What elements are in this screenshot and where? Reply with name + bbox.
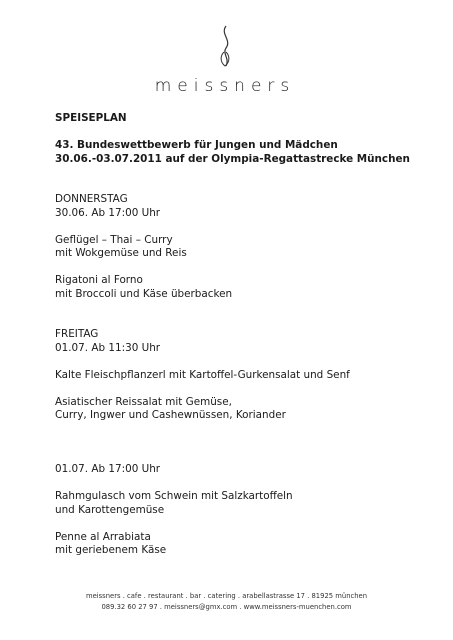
dish-name: Rahmgulasch vom Schwein mit Salzkartoffeln <box>55 490 293 502</box>
logo <box>150 22 300 96</box>
dish-name: Penne al Arrabiata <box>55 530 151 543</box>
day-time-thursday: 30.06. Ab 17:00 Uhr <box>55 206 161 219</box>
logo-text: meissners <box>154 76 296 96</box>
menu-content <box>55 112 435 558</box>
dish-name: Kalte Fleischpflanzerl mit Kartoffel-Gurkensalat und Senf <box>55 368 350 381</box>
footer-address: meissners . cafe . restaurant . bar . catering . arabellastrasse 17 . 81925 münchen <box>85 592 368 600</box>
dish-name: Geflügel – Thai – Curry <box>55 233 173 246</box>
dish-description: Curry, Ingwer und Cashewnüssen, Koriander <box>55 409 286 421</box>
dish-description: mit geriebenem Käse <box>55 544 167 556</box>
dish-description: mit Wokgemüse und Reis <box>55 247 187 259</box>
dish-description: und Karottengemüse <box>55 503 165 516</box>
day-time-friday-evening: 01.07. Ab 17:00 Uhr <box>55 463 161 475</box>
page-title: SPEISEPLAN <box>55 112 127 124</box>
footer-contact: 089.32 60 27 97 . meissners@gmx.com . www.meissners-muenchen.com <box>101 602 352 611</box>
event-date-location: 30.06.-03.07.2011 auf der Olympia-Regattastrecke München <box>55 152 410 165</box>
flame-icon <box>190 22 260 78</box>
day-name-thursday: DONNERSTAG <box>55 193 128 205</box>
footer <box>0 591 453 612</box>
dish-name: Asiatischer Reissalat mit Gemüse, <box>55 395 232 408</box>
day-name-friday: FREITAG <box>55 328 99 340</box>
dish-name: Rigatoni al Forno <box>55 274 143 286</box>
day-time-friday-noon: 01.07. Ab 11:30 Uhr <box>55 341 161 354</box>
event-title: 43. Bundeswettbewerb für Jungen und Mädchen <box>55 139 338 151</box>
dish-description: mit Broccoli und Käse überbacken <box>55 287 233 300</box>
